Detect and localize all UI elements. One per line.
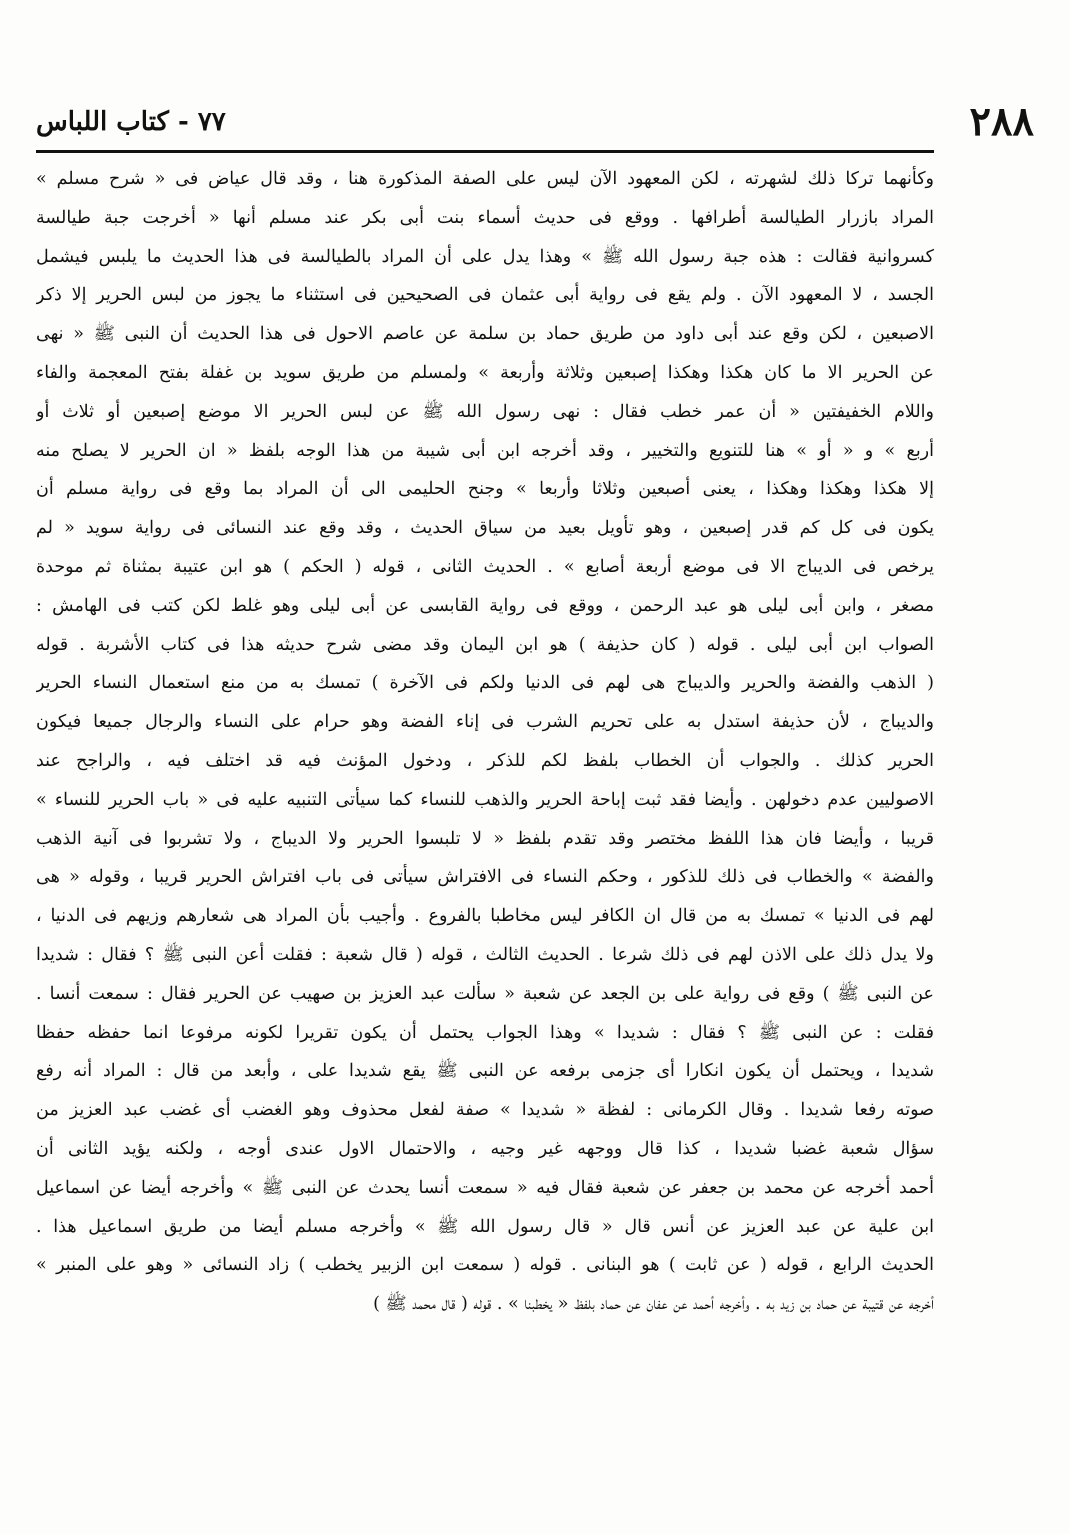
text-line: إلا هكذا وهكذا وهكذا ، يعنى أصبعين وثلاثا وأربعا » وجنح الحليمى الى أن المراد بما وقع فى رواية مسلم أن [36, 479, 934, 500]
text-line: الاصبعين ، لكن وقع عند أبى داود من طريق حماد بن سلمة عن عاصم الاحول فى هذا الحديث أن النبى ﷺ « نهى [36, 324, 934, 345]
text-line: الاصوليين عدم دخولهن . وأيضا فقد ثبت إباحة الحرير والذهب للنساء كما سيأتى التنبيه عليه فى « باب الحرير للنساء » [36, 789, 934, 810]
text-line: ( الذهب والفضة والحرير والديباج هى لهم فى الدنيا ولكم فى الآخرة ) تمسك به من منع استعمال النساء الحرير [36, 673, 934, 694]
text-line: يرخص فى الديباج الا فى موضع أربعة أصابع » . الحديث الثانى ، قوله ( الحكم ) هو ابن عتيبة بمثناة ثم موحدة [36, 556, 934, 577]
text-line: يكون فى كل كم قدر إصبعين ، وهو تأويل بعيد من سياق الحديث ، وقد وقع عند النسائى فى رواية سويد « لم [36, 518, 934, 539]
text-line: الحديث الرابع ، قوله ( عن ثابت ) هو البنانى . قوله ( سمعت ابن الزبير يخطب ) زاد النسائى « وهو على المنبر » [36, 1255, 934, 1276]
text-line: الجسد ، لا المعهود الآن . ولم يقع فى رواية أبى عثمان فى الصحيحين فى استثناء ما يجوز من لبس الحرير إلا ذكر [36, 285, 934, 306]
text-line: أربع » و « أو » هنا للتنويع والتخيير ، وقد أخرجه ابن أبى شيبة من هذا الوجه بلفظ « ان الحرير لا يصلح منه [36, 440, 934, 461]
text-line: عن الحرير الا ما كان هكذا وهكذا إصبعين وثلاثة وأربعة » ولمسلم من طريق سويد بن غفلة بفتح المعجمة والفاء [36, 362, 934, 383]
text-line: ابن علية عن عبد العزيز عن أنس قال « قال رسول الله ﷺ » وأخرجه مسلم أيضا من طريق اسماعيل هذا . [36, 1216, 934, 1237]
commentary-text [36, 160, 934, 1324]
text-line: سؤال شعبة غضبا شديدا ، كذا قال ووجهه غير وجيه ، والاحتمال الاول عندى أوجه ، ولكنه يؤيد الثانى أن [36, 1138, 934, 1159]
text-line: الحرير كذلك . والجواب أن الخطاب بلفظ لكم للذكر ، ودخول المؤنث فيه قد اختلف فيه ، والراجح عند [36, 750, 934, 771]
text-line: صوته رفعا شديدا . وقال الكرمانى : لفظة « شديدا » صفة لفعل محذوف وهو الغضب أى غضب عبد العزيز من [36, 1100, 934, 1121]
text-line: شديدا ، ويحتمل أن يكون انكارا أى جزمى برفعه عن النبى ﷺ يقع شديدا على ، وأبعد من قال : المراد أنه رفع [36, 1061, 934, 1082]
text-line: عن النبى ﷺ ) وقع فى رواية على بن الجعد عن شعبة « سألت عبد العزيز بن صهيب عن الحرير فقال : سمعت أنسا . [36, 983, 934, 1004]
text-line: مصغر ، وابن أبى ليلى هو عبد الرحمن ، ووقع فى رواية القابسى عن أبى ليلى وهو غلط لكن كتب فى الهامش : [36, 595, 934, 616]
text-line: والديباج ، لأن حذيفة استدل به على تحريم الشرب فى إناء الفضة وهو حرام على النساء والرجال جميعا فيكون [36, 712, 934, 733]
text-line: لهم فى الدنيا » تمسك به من قال ان الكافر ليس مخاطبا بالفروع . وأجيب بأن المراد هى شعارهم وزيهم فى الدنيا ، [36, 906, 934, 927]
text-line: المراد بازرار الطيالسة أطرافها . ووقع فى حديث أسماء بنت أبى بكر عند مسلم أنها « أخرجت جبة طيالسة [36, 207, 934, 228]
text-line: وكأنهما تركا ذلك لشهرته ، لكن المعهود الآن ليس على الصفة المذكورة هنا ، وقد قال عياض فى « شرح مسلم » [36, 169, 934, 189]
text-line: ولا يدل ذلك على الاذن لهم فى ذلك شرعا . الحديث الثالث ، قوله ( قال شعبة : فقلت أعن النبى ﷺ ؟ فقال : شديدا [36, 944, 934, 965]
text-line: واللام الخفيفتين « أن عمر خطب فقال : نهى رسول الله ﷺ عن لبس الحرير الا موضع إصبعين أو ثلاث أو [36, 401, 934, 422]
text-line: كسروانية فقالت : هذه جبة رسول الله ﷺ » وهذا يدل على أن المراد بالطيالسة فى هذا الحديث ما يلبس فيشمل [36, 246, 934, 267]
page-header [36, 96, 1034, 148]
text-line: قريبا ، وأيضا فان هذا اللفظ مختصر وقد تقدم بلفظ « لا تلبسوا الحرير ولا الديباج ، ولا تشربوا فى آنية الذهب [36, 828, 934, 849]
page-number: ٢٨٨ [969, 98, 1034, 145]
text-line: أحمد أخرجه عن محمد بن جعفر عن شعبة فقال فيه « سمعت أنسا يحدث عن النبى ﷺ » وأخرجه أيضا عن اسماعيل [36, 1177, 934, 1198]
header-rule [36, 150, 934, 153]
text-line: الصواب ابن أبى ليلى . قوله ( كان حذيفة ) هو ابن اليمان وقد مضى شرح حديثه هذا فى كتاب الأشربة . قوله [36, 634, 934, 655]
text-line: فقلت : عن النبى ﷺ ؟ فقال : شديدا » وهذا الجواب يحتمل أن يكون تقريرا لكونه مرفوعا انما حفظه حفظا [36, 1022, 934, 1043]
running-title: ٧٧ - كتاب اللباس [36, 107, 226, 137]
text-line: أخرجه عن قتيبة عن حماد بن زيد به . وأخرجه أحمد عن عفان عن حماد بلفظ « يخطبنا » . قوله ( قال محمد ﷺ ) [373, 1294, 934, 1315]
text-line: والفضة » والخطاب فى ذلك للذكور ، وحكم النساء فى الافتراش سيأتى فى باب افتراش الحرير قريبا ، وقوله « هى [36, 867, 934, 888]
